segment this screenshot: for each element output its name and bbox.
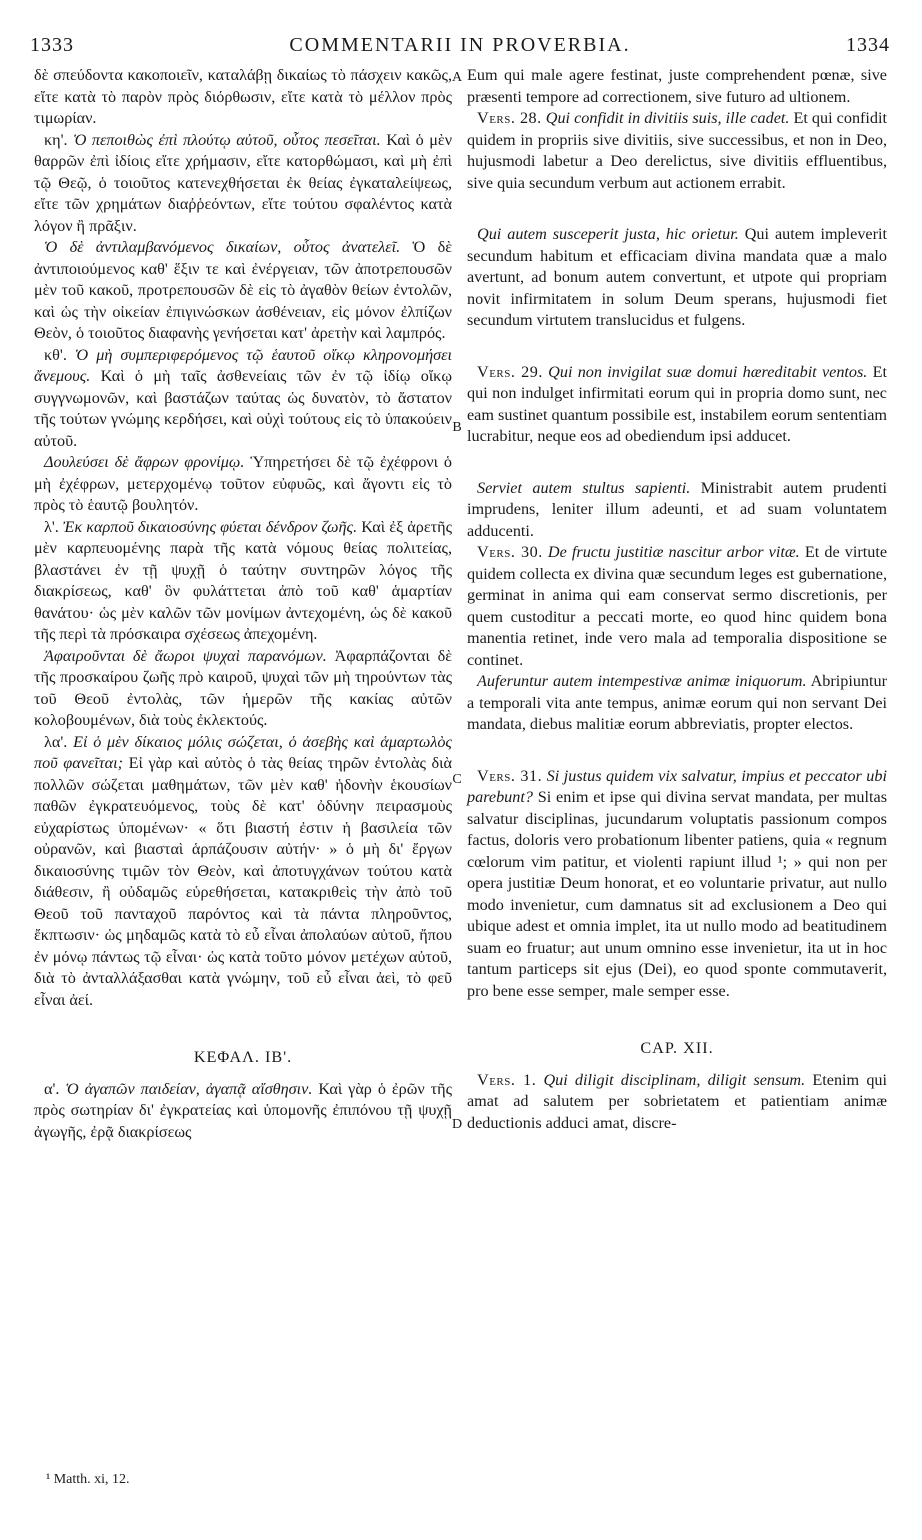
page-header: [30, 34, 890, 56]
greek-paragraph: δὲ σπεύδοντα κακοποιεῖν, καταλάβῃ δικαίως τὸ πάσχειν κακῶς, εἴτε κατὰ τὸ παρὸν πρὸς διόρθωσιν, εἴτε κατὰ τὸ μέλλον πρὸς τιμωρίαν.: [34, 66, 452, 127]
greek-paragraph: κη'. Ὁ πεποιθὼς ἐπὶ πλούτῳ αὐτοῦ, οὗτος πεσεῖται. Καὶ ὁ μὲν θαρρῶν ἐπὶ ἰδίοις εἴτε χρήμασιν, εἴτε κατορθώμασι, καὶ μὴ ἐπὶ τῷ Θεῷ, ὁ τοιοῦτος κατενεχθήσεται ἐκ θείας ἐγκαταλείψεως, εἴτε τῶν χρημάτων διαῤῥεόντων, εἴτε τούτου σφαλέντος κατὰ λόγον ἢ πρᾶξιν.: [34, 130, 453, 235]
greek-lemma: Ἀφαιροῦνται δὲ ἄωροι ψυχαὶ παρανόμων.: [44, 646, 327, 665]
footnote: ¹ Matth. xi, 12.: [46, 1472, 130, 1487]
latin-column: [467, 65, 887, 1134]
latin-paragraph: Serviet autem stultus sapienti. Ministrabit autem prudenti imprudens, leniter illum adeunti, et ad suam voluntatem adducenti.: [467, 478, 887, 540]
margin-letter-b: B: [452, 420, 462, 435]
latin-lemma: Serviet autem stultus sapienti.: [477, 478, 691, 497]
verse-number: Vers. 30.: [477, 543, 543, 561]
greek-paragraph: λα'. Εἰ ὁ μὲν δίκαιος μόλις σώζεται, ὁ ἀσεβὴς καὶ ἁμαρτωλὸς ποῦ φανεῖται; Εἰ γὰρ καὶ αὐτὸς ὁ τὰς θείας τηρῶν ἐντολὰς διὰ πολλῶν σώζεται μαθημάτων, τῶν μὲν καθ' ἡδονὴν ἑκουσίων παθῶν ἐγκρατευόμενος, τοὺς δὲ κατ' ὀδύνην πειρασμοὺς εὐχαρίστως ὑπομένων· « ὅτι βιαστή ἐστιν ἡ βασιλεία τῶν οὐρανῶν, καὶ βιασταὶ ἁρπάζουσιν αὐτήν· » ὁ μὴ δι' ἔργων δικαιοσύνης τιμῶν τὸν Θεὸν, καὶ ἀποτυγχάνων τούτου κατὰ διάθεσιν, ἢ οὐδαμῶς εὑρεθήσεται, κατακριθεὶς τὴν ἀπὸ τοῦ Θεοῦ τοῦ πανταχοῦ παρόντος καὶ τὰ πάντα πληροῦντος, ἔκπτωσιν· ὡς μηδαμῶς κατὰ τὸ εὖ εἶναι ἀπολαύων αὐτοῦ, ἤπου ἐν μόνῳ πάντως τῷ εἶναι· ὡς κατὰ τοῦτο μόνον μετέχων αὐτοῦ, διὰ τὸ ἀνταλλάξασθαι κατὰ γνώμην, τοῦ εὖ εἶναι ἀεὶ, τὸ φεῦ εἶναι ἀεί.: [34, 732, 453, 1009]
latin-lemma: De fructu justitiæ nascitur arbor vitæ.: [547, 543, 800, 561]
greek-column: [34, 65, 452, 1143]
latin-paragraph: Qui autem susceperit justa, hic orietur. Qui autem impleverit secundum habitum et efficaciam divina mandata quæ a malo avertunt, ad bonum autem convertunt, et utpote qui propriam novit infirmitatem in solum Deum sperans, hujusmodi fiet secundum virtutem translucidus et fulgens.: [467, 225, 887, 329]
greek-lemma: Ὁ δὲ ἀντιλαμβανόμενος δικαίων, οὗτος ἀνατελεῖ.: [44, 238, 401, 256]
greek-lemma: Ὁ ἀγαπῶν παιδείαν, ἀγαπᾷ αἴσθησιν.: [65, 1079, 313, 1098]
greek-lemma: Ὁ μὴ συμπεριφερόμενος τῷ ἑαυτοῦ οἴκῳ κληρονομήσει ἄνεμους.: [34, 345, 453, 385]
page-number-right: 1334: [846, 34, 890, 56]
greek-lemma: Δουλεύσει δὲ ἄφρων φρονίμῳ.: [44, 453, 245, 471]
verse-number: Vers. 31.: [477, 766, 543, 785]
greek-paragraph: α'. Ὁ ἀγαπῶν παιδείαν, ἀγαπᾷ αἴσθησιν. Καὶ γὰρ ὁ ἐρῶν τῆς πρὸς σωτηρίαν δι' ἐγκρατείας καὶ ὑπομονῆς ἐπιπόνου τῇ ψυχῇ ἀγωγῆς, ἐρᾷ διακρίσεως: [34, 1079, 453, 1141]
greek-lemma: Ἐκ καρποῦ δικαιοσύνης φύεται δένδρον ζωῆς.: [62, 517, 358, 536]
latin-lemma: Auferuntur autem intempestivæ animæ iniquorum.: [477, 672, 807, 690]
greek-lemma: Ὁ πεποιθὼς ἐπὶ πλούτῳ αὐτοῦ, οὗτος πεσεῖται.: [73, 130, 381, 149]
greek-lemma: Εἰ ὁ μὲν δίκαιος μόλις σώζεται, ὁ ἀσεβὴς καὶ ἁμαρτωλὸς ποῦ φανεῖται;: [34, 732, 452, 772]
latin-paragraph: Vers. 31. Si justus quidem vix salvatur, impius et peccator ubi parebunt? Si enim et ipse qui divina servat mandata, per multas salvatur disciplinas, jucundarum voluptatis passionum compos factus, doloris vero probationum libenter patiens, quia « regnum cœlorum vim patitur, et violenti rapiunt illud ¹; » qui non per opera justitiæ Deum honorat, et eo voluntarie privatur, aut nullo modo invenietur, cum damnatus sit ad exclusionem a Deo qui ubique adest et omnia implet, ita ut nullo modo ad beatitudinem suam eo fruatur; aut unum omnino esse invenietur, ita ut in hoc tantum particeps sit ejus (Dei), eo quod sponte commutaverit, pro bene esse semper, male semper esse.: [467, 766, 887, 1000]
latin-paragraph: Vers. 1. Qui diligit disciplinam, diligit sensum. Etenim qui amat ad salutem per sobrietatem et patientiam animæ deductionis adduci amat, discre-: [467, 1070, 888, 1132]
latin-lemma: Qui confidit in divitiis suis, ille cadet.: [545, 109, 790, 127]
margin-letter-c: C: [452, 772, 462, 787]
latin-paragraph: Eum qui male agere festinat, juste comprehendent pœnæ, sive præsenti tempore ad correctionem, sive futuro ad ultionem.: [467, 66, 887, 106]
greek-paragraph: Ὁ δὲ ἀντιλαμβανόμενος δικαίων, οὗτος ἀνατελεῖ. Ὁ δὲ ἀντιποιούμενος καθ' ἕξιν τε καὶ ἐνέργειαν, τῶν ἀποτρεπουσῶν μὲν τοῦ κακοῦ, προτρεπουσῶν δὲ εἰς τὸ ἀγαθὸν θείων ἐντολῶν, καὶ ὡς τὴν οἰκείαν ἐπιγινώσκων ἀσθένειαν, εἰς μόνον ἐλπίζων Θεὸν, ὁ τοιοῦτος διαφανὴς γενήσεται κατ' ἀρετὴν καὶ λαμπρός.: [34, 238, 452, 342]
verse-number: Vers. 1.: [477, 1070, 537, 1089]
greek-paragraph: Δουλεύσει δὲ ἄφρων φρονίμῳ. Ὑπηρετήσει δὲ τῷ ἐχέφρονι ὁ μὴ ἐχέφρων, μετερχομένῳ τοῦτον εὐφυῶς, καὶ ἄγοντι εἰς τὸ πρὸς τὸ ἑαυτῷ βουλητόν.: [34, 453, 453, 514]
greek-paragraph: Ἀφαιροῦνται δὲ ἄωροι ψυχαὶ παρανόμων. Ἀφαρπάζονται δὲ τῆς προσκαίρου ζωῆς πρὸ καιροῦ, ψυχαὶ τῶν μὴ τηρούντων τὰς τοῦ Θεοῦ ἐντολὰς, τῶν ἡμερῶν τῆς κακίας αὐτῶν κολοβουμένων, διὰ τοὺς ἐκλεκτούς.: [34, 646, 452, 729]
latin-paragraph: Vers. 30. De fructu justitiæ nascitur arbor vitæ. Et de virtute quidem collecta ex divina quæ secundum leges est gubernatione, germinat in anima qui eam conservat sermo discretionis, per quem custoditur a peccati morte, eo quod hinc quidem bona manentia retinet, inde vero mala ad temporalia dispositione se continet.: [467, 543, 888, 669]
latin-lemma: Qui non invigilat suæ domui hæreditabit ventos.: [548, 362, 868, 381]
latin-paragraph: Auferuntur autem intempestivæ animæ iniquorum. Abripiuntur a temporali vita ante tempus, animæ eorum qui non servant Dei mandata, diebus malitiæ eorum abbreviatis, propter electos.: [467, 672, 888, 733]
page-number-left: 1333: [30, 34, 74, 56]
greek-paragraph: κθ'. Ὁ μὴ συμπεριφερόμενος τῷ ἑαυτοῦ οἴκῳ κληρονομήσει ἄνεμους. Καὶ ὁ μὴ ταῖς ἀσθενείαις τῶν ἐν τῷ ἰδίῳ οἴκῳ συγγνωμονῶν, καὶ βαστάζων ταύτας ὡς δυνατὸν, τὸ ἄστατον τῆς τούτων γνώμης κερδήσει, καὶ οὐχὶ τούτους εἰς τὸ ὑπακούειν αὐτοῦ.: [34, 345, 453, 450]
margin-letter-a: A: [451, 70, 463, 85]
latin-lemma: Qui diligit disciplinam, diligit sensum.: [543, 1070, 806, 1089]
latin-chapter-heading: CAP. XII.: [640, 1039, 714, 1057]
latin-lemma: Si justus quidem vix salvatur, impius et peccator ubi parebunt?: [467, 766, 887, 806]
greek-chapter-heading: ΚΕΦΑΛ. ΙΒ'.: [193, 1048, 293, 1066]
greek-paragraph: λ'. Ἐκ καρποῦ δικαιοσύνης φύεται δένδρον ζωῆς. Καὶ ἐξ ἀρετῆς μὲν καρπευομένης παρὰ τῆς κατὰ νόμους θείας πολιτείας, βλαστάνει ἐν τῇ ψυχῇ ὁ ταύτην συντηρῶν λόγος τῆς διακρίσεως, καθ' ὃν φυλάττεται ἀπὸ τοῦ καθ' ἁμαρτίαν θανάτου· ὡς μὲν καλῶν τῶν μονίμων ἀντεχομένη, ὡς δὲ κακοῦ τῆς περὶ τὰ πρόσκαιρα σχέσεως ἀπεχομένη.: [34, 517, 453, 643]
running-title: COMMENTARII IN PROVERBIA.: [289, 34, 631, 56]
verse-number: Vers. 28.: [477, 109, 542, 127]
verse-number: Vers. 29.: [477, 362, 543, 381]
latin-paragraph: Vers. 28. Qui confidit in divitiis suis, ille cadet. Et qui confidit quidem in propriis sive divitiis, sive successibus, et non in Deo, hujusmodi labetur a Deo derelictus, sive divitiis effluentibus, sive quia secundum verbum aut actionem errabit.: [467, 109, 888, 192]
latin-lemma: Qui autem susceperit justa, hic orietur.: [477, 225, 739, 243]
margin-letter-d: D: [451, 1117, 463, 1132]
latin-paragraph: Vers. 29. Qui non invigilat suæ domui hæreditabit ventos. Et qui non indulget infirmitati eorum qui in propria domo sunt, nec eam sustinet quantum possibile est, instabilem eorum sententiam lucrabitur, neque eos ad obediendum ipsi adducet.: [467, 362, 888, 445]
